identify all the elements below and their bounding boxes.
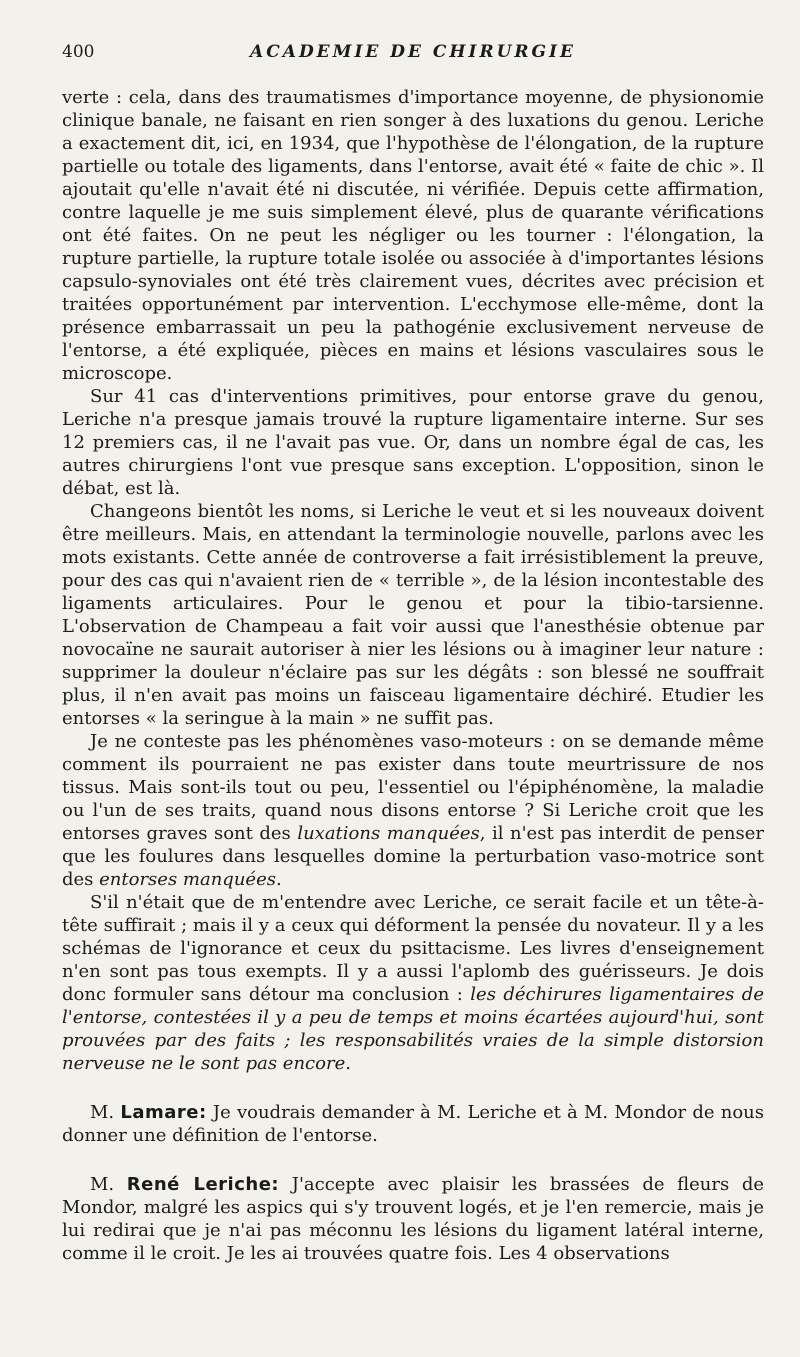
running-title: ACADEMIE DE CHIRURGIE bbox=[250, 42, 576, 62]
page-number: 400 bbox=[62, 42, 95, 62]
paragraph bbox=[62, 385, 764, 500]
paragraph-text: Je ne conteste pas les phénomènes vaso-moteurs : on se demande même comment ils pourraient ne pas exister dans toute meurtrissure de nos tissus. Mais sont-ils tout ou peu, l'essentiel ou l'épiphénomène, la maladie ou l'un de ses traits, quand nous disons entorse ? Si Leriche croit que les entorses graves sont des bbox=[62, 731, 764, 844]
speaker-prefix: M. bbox=[90, 1102, 121, 1123]
speaker-prefix: M. bbox=[90, 1174, 127, 1195]
paragraph-text: Changeons bientôt les noms, si Leriche le veut et si les nouveaux doivent être meilleurs. Mais, en attendant la terminologie nouvelle, parlons avec les mots existants. Cette année de controverse a fait irrésistiblement la preuve, pour des cas qui n'avaient rien de « terrible », de la lésion incontestable des ligaments articulaires. Pour le genou et pour la tibio-tarsienne. L'observation de Champeau a fait voir aussi que l'anesthésie obtenue par novocaïne ne saurait autoriser à nier les lésions ou à imaginer leur nature : supprimer la douleur n'éclaire pas sur les dégâts : son blessé ne souffrait plus, il n'en avait pas moins un faisceau ligamentaire déchiré. Etudier les entorses « la seringue à la main » ne suffit pas. bbox=[62, 501, 764, 729]
speech-lamare bbox=[62, 1101, 764, 1147]
paragraph bbox=[62, 891, 764, 1075]
italic-phrase: luxations manquées bbox=[297, 823, 480, 844]
page-header bbox=[62, 42, 764, 72]
body-text bbox=[62, 86, 764, 1265]
paragraph-text: Sur 41 cas d'interventions primitives, pour entorse grave du genou, Leriche n'a presque jamais trouvé la rupture ligamentaire interne. Sur ses 12 premiers cas, il ne l'avait pas vue. Or, dans un nombre égal de cas, les autres chirurgiens l'ont vue presque sans exception. L'opposition, sinon le débat, est là. bbox=[62, 386, 764, 499]
paragraph bbox=[62, 86, 764, 385]
paragraph-text: S'il n'était que de m'entendre avec Leriche, ce serait facile et un tête-à-tête suffirait ; mais il y a ceux qui déforment la pensée du novateur. Il y a les schémas de l'ignorance et ceux du psittacisme. Les livres d'enseignement n'en sont pas tous exempts. Il y a aussi l'aplomb des guérisseurs. Je dois donc formuler sans détour ma conclusion : bbox=[62, 892, 764, 1005]
paragraph-text: verte : cela, dans des traumatismes d'importance moyenne, de physionomie clinique banale, ne faisant en rien songer à des luxations du genou. Leriche a exactement dit, ici, en 1934, que l'hypothèse de l'élongation, de la rupture partielle ou totale des ligaments, dans l'entorse, avait été « faite de chic ». Il ajoutait qu'elle n'avait été ni discutée, ni vérifiée. Depuis cette affirmation, contre laquelle je me suis simplement élevé, plus de quarante vérifications ont été faites. On ne peut les négliger ou les tourner : l'élongation, la rupture partielle, la rupture totale isolée ou associée à d'importantes lésions capsulo-synoviales ont été très clairement vues, décrites avec précision et traitées opportunément par intervention. L'ecchymose elle-même, dont la présence embarrassait un peu la pathogénie exclusivement nerveuse de l'entorse, a été expliquée, pièces en mains et lésions vasculaires sous le microscope. bbox=[62, 87, 764, 384]
speaker-name: René Leriche: bbox=[126, 1174, 280, 1195]
paragraph-text: . bbox=[275, 869, 282, 890]
conclusion-italic: les déchirures ligamentaires de l'entorse, contestées il y a peu de temps et moins écartées aujourd'hui, sont prouvées par des faits ; les responsabilités vraies de la simple distorsion nerveuse ne le sont pas encore bbox=[62, 984, 764, 1074]
speaker-name: Lamare: bbox=[120, 1102, 207, 1123]
paragraph bbox=[62, 730, 764, 891]
paragraph-text: . bbox=[345, 1053, 351, 1074]
speech-text: Je voudrais demander à M. Leriche et à M. Mondor de nous donner une définition de l'entorse. bbox=[62, 1102, 765, 1146]
italic-phrase: entorses manquées bbox=[99, 869, 276, 890]
speech-leriche bbox=[62, 1173, 764, 1265]
paragraph-text: , il n'est pas interdit de penser que les foulures dans lesquelles domine la perturbation vaso-motrice sont des bbox=[62, 823, 764, 890]
speech-text: J'accepte avec plaisir les brassées de fleurs de Mondor, malgré les aspics qui s'y trouvent logés, et je l'en remercie, mais je lui redirai que je n'ai pas méconnu les lésions du ligament latéral interne, comme il le croit. Je les ai trouvées quatre fois. Les 4 observations bbox=[62, 1174, 765, 1264]
paragraph bbox=[62, 500, 764, 730]
